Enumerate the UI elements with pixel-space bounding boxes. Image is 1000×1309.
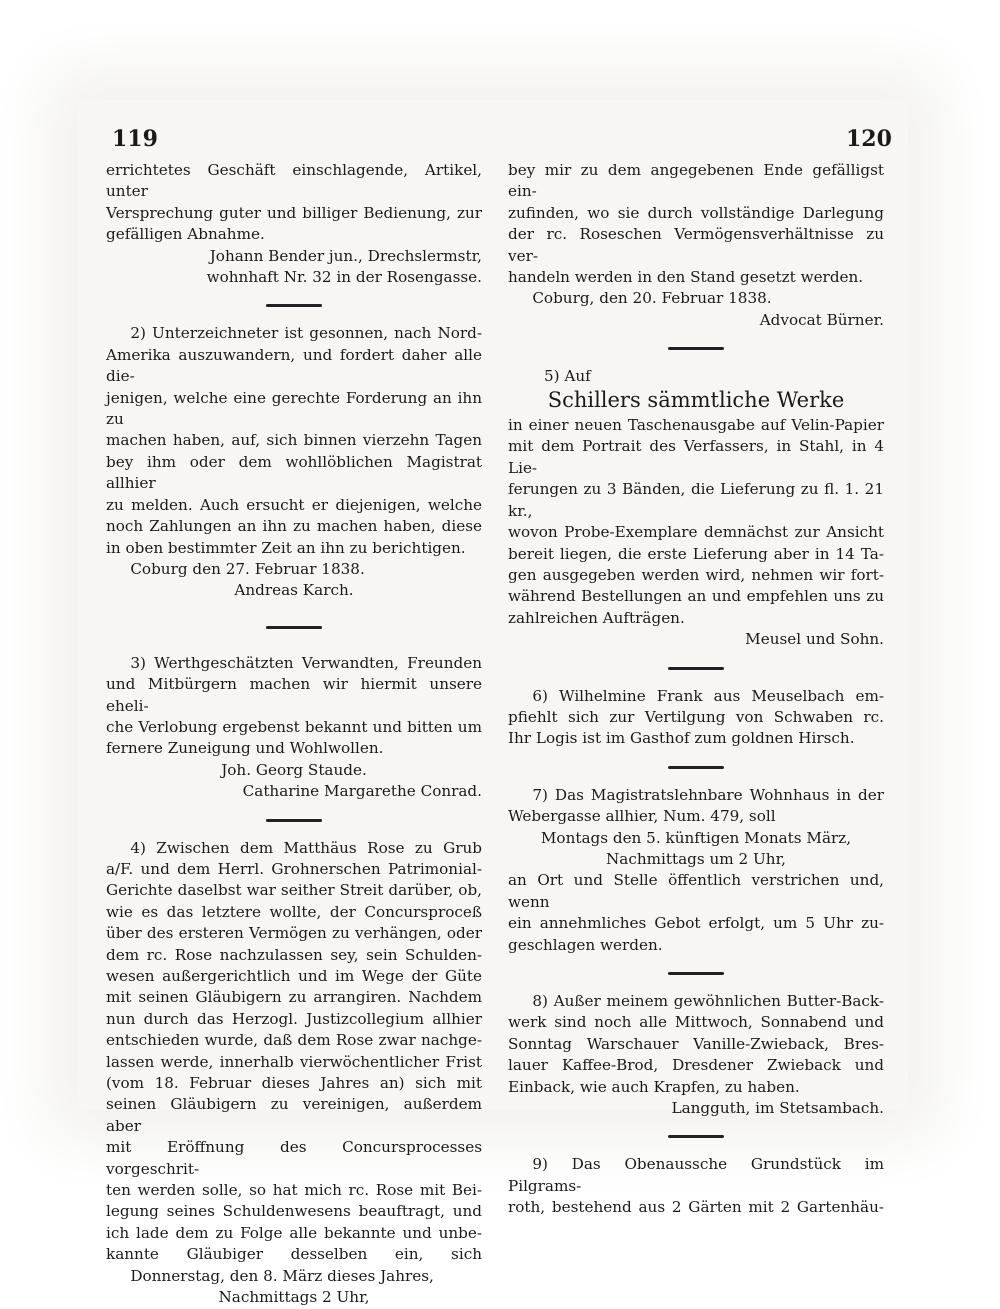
text-line: handeln werden in den Stand gesetzt werden. (508, 268, 864, 287)
notice-3 (106, 653, 482, 803)
text-line: zufinden, wo sie durch vollständige Darlegung (508, 203, 884, 222)
signature: Johann Bender jun., Drechslermstr, (209, 246, 482, 265)
text-line: roth, bestehend aus 2 Gärten mit 2 Gartenhäu- (508, 1198, 884, 1217)
text-line: lauer Kaffee-Brod, Dresdener Zwieback und (508, 1056, 884, 1075)
date-line: Coburg den 27. Februar 1838. (130, 559, 365, 578)
text-line: jenigen, welche eine gerechte Forderung an ihn zu (106, 388, 482, 429)
text-line: mit Eröffnung des Concursprocesses vorgeschrit- (106, 1138, 482, 1178)
text-line: 3) Werthgeschätzten Verwandten, Freunden (130, 653, 482, 672)
text-line: fernere Zuneigung und Wohlwollen. (106, 739, 384, 758)
text-line: 7) Das Magistratslehnbare Wohnhaus in der (532, 785, 884, 804)
text-line: Einback, wie auch Krapfen, zu haben. (508, 1077, 800, 1096)
notice-9 (508, 1154, 884, 1218)
signature: Catharine Margarethe Conrad. (242, 782, 482, 801)
text-line: und Mitbürgern machen wir hiermit unsere eheli- (106, 675, 482, 715)
notice-7 (508, 785, 884, 956)
text-line: mit seinen Gläubigern zu arrangiren. Nachdem (106, 988, 482, 1007)
text-line: der rc. Roseschen Vermögensverhältnisse zu ver- (508, 225, 884, 265)
text-line: Ihr Logis ist im Gasthof zum goldnen Hirsch. (508, 729, 855, 748)
notice-4 (106, 838, 482, 1309)
date-line: Donnerstag, den 8. März dieses Jahres, (130, 1266, 434, 1285)
text-line: Amerika auszuwandern, und fordert daher alle die- (106, 345, 482, 386)
left-column (106, 160, 482, 1309)
text-line: während Bestellungen an und empfehlen uns zu (508, 587, 884, 606)
text-line: mit dem Portrait des Verfassers, in Stahl, in 4 Lie- (508, 437, 884, 477)
page-number-left: 119 (112, 126, 158, 152)
signature: Langguth, im Stetsambach. (671, 1099, 884, 1118)
text-line: in einer neuen Taschenausgabe auf Velin-Papier (508, 416, 884, 435)
text-line: Sonntag Warschauer Vanille-Zwieback, Bres- (508, 1034, 884, 1053)
text-line: nun durch das Herzogl. Justizcollegium allhier (106, 1009, 482, 1028)
text-line: Webergasse allhier, Num. 479, soll (508, 807, 776, 826)
text-line: errichtetes Geschäft einschlagende, Artikel, unter (106, 161, 482, 201)
text-line: Versprechung guter und billiger Bedienung, zur (106, 203, 482, 222)
text-line: ten werden solle, so hat mich rc. Rose mit Bei- (106, 1181, 482, 1200)
text-line: ferungen zu 3 Bänden, die Lieferung zu fl. 1. 21 kr., (508, 480, 884, 520)
notice-8 (508, 991, 884, 1119)
notice-4-continued (508, 160, 884, 331)
text-line: kannte Gläubiger desselben ein, sich (106, 1245, 482, 1264)
text-line: seinen Gläubigern zu vereinigen, außerdem aber (106, 1095, 482, 1135)
text-line: zahlreichen Aufträgen. (508, 608, 685, 627)
text-line: wie es das letztere wollte, der Concursproceß (106, 902, 482, 921)
text-line: pfiehlt sich zur Vertilgung von Schwaben rc. (508, 707, 884, 726)
date-line: Nachmittags um 2 Uhr, (606, 849, 786, 868)
date-line: Montags den 5. künftigen Monats März, (540, 828, 852, 847)
signature: Andreas Karch. (234, 581, 354, 600)
text-line: ein annehmliches Gebot erfolgt, um 5 Uhr zu- (508, 914, 884, 933)
text-line: noch Zahlungen an ihn zu machen haben, diese (106, 517, 482, 536)
text-line: wesen außergerichtlich und im Wege der Güte (106, 967, 482, 985)
text-line: che Verlobung ergebenst bekannt und bitten um (106, 717, 482, 736)
text-line: bey ihm oder dem wohllöblichen Magistrat allhier (106, 452, 482, 493)
text-line: gefälligen Abnahme. (106, 225, 265, 244)
date-line: Coburg, den 20. Februar 1838. (532, 289, 772, 308)
page-number-right: 120 (846, 126, 892, 152)
text-line: dem rc. Rose nachzulassen sey, sein Schulden- (106, 945, 482, 964)
text-line: wovon Probe-Exemplare demnächst zur Ansicht (508, 523, 884, 542)
right-column (508, 160, 884, 1219)
notice-5 (508, 366, 884, 650)
text-line: 8) Außer meinem gewöhnlichen Butter-Back- (532, 992, 884, 1010)
text-line: legung seines Schuldenwesens beauftragt, und (106, 1202, 482, 1221)
text-line: 4) Zwischen dem Matthäus Rose zu Grub (130, 838, 482, 857)
signature: wohnhaft Nr. 32 in der Rosengasse. (206, 268, 482, 287)
text-line: 2) Unterzeichneter ist gesonnen, nach Nord- (130, 324, 482, 343)
text-line: zu melden. Auch ersucht er diejenigen, welche (106, 495, 482, 514)
text-line: bey mir zu dem angegebenen Ende gefälligst ein- (508, 161, 884, 201)
text-line: entschieden wurde, daß dem Rose zwar nachge- (106, 1031, 482, 1050)
text-line: machen haben, auf, sich binnen vierzehn Tagen (106, 431, 482, 450)
notice-6 (508, 686, 884, 750)
book-title: Schillers sämmtliche Werke (547, 387, 845, 412)
text-line: ich lade dem zu Folge alle bekannte und unbe- (106, 1223, 482, 1242)
signature: Meusel und Sohn. (745, 630, 884, 649)
text-line: über des ersteren Vermögen zu verhängen, oder (106, 924, 482, 943)
signature: Advocat Bürner. (759, 310, 884, 329)
text-line: geschlagen werden. (508, 935, 663, 954)
text-line: 9) Das Obenaussche Grundstück im Pilgrams- (508, 1155, 884, 1195)
text-line: bereit liegen, die erste Lieferung aber in 14 Ta- (508, 544, 884, 563)
text-line: lassen werde, innerhalb vierwöchentlicher Frist (106, 1052, 482, 1071)
text-line: werk sind noch alle Mittwoch, Sonnabend und (508, 1013, 884, 1032)
text-line: gen ausgegeben werden wird, nehmen wir fort- (508, 565, 884, 584)
text-line: a/F. und dem Herrl. Grohnerschen Patrimonial- (106, 859, 482, 878)
date-line: Nachmittags 2 Uhr, (218, 1288, 370, 1307)
text-line: in oben bestimmter Zeit an ihn zu berichtigen. (106, 538, 466, 557)
signature: Joh. Georg Staude. (221, 760, 367, 779)
text-line: 6) Wilhelmine Frank aus Meuselbach em- (532, 686, 884, 705)
text-line: 5) Auf (544, 367, 591, 386)
notice-2 (106, 323, 482, 601)
text-line: Gerichte daselbst war seither Streit darüber, ob, (106, 881, 482, 900)
text-line: an Ort und Stelle öffentlich verstrichen und, wenn (508, 871, 884, 911)
text-line: (vom 18. Februar dieses Jahres an) sich mit (106, 1074, 482, 1093)
